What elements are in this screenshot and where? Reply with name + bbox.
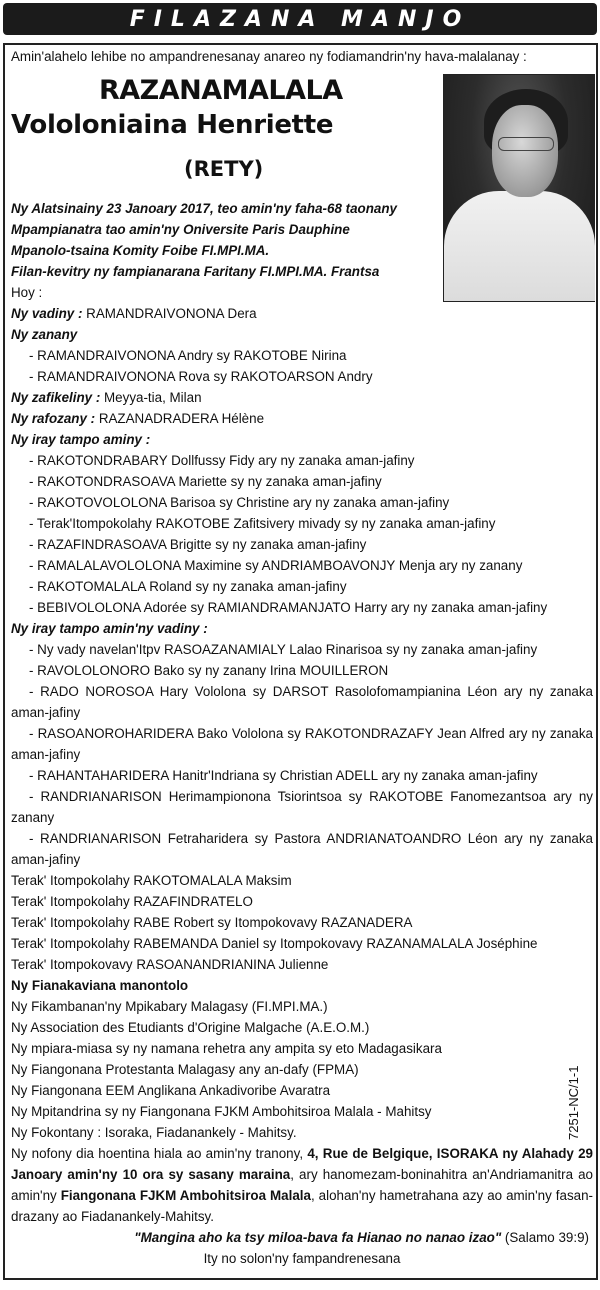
fact-line: Mpampianatra tao amin'ny Oniversite Paris Dauphine xyxy=(11,222,350,237)
fact-line: Filan-kevitry ny fampianarana Faritany FI.MPI.MA. Frantsa xyxy=(11,264,380,279)
list-item: - RAMANDRAIVONONA Andry sy RAKOTOBE Nirina xyxy=(29,348,347,363)
list-item: Ny Fiangonana EEM Anglikana Ankadivoribe Avaratra xyxy=(11,1083,331,1098)
list-item: - RAZAFINDRASOAVA Brigitte sy ny zanaka aman-jafiny xyxy=(29,537,367,552)
spouse-siblings-label: Ny iray tampo amin'ny vadiny : xyxy=(11,621,208,636)
grandchildren-value: Meyya-tia, Milan xyxy=(100,390,202,405)
grandchildren-label: Ny zafikeliny : xyxy=(11,390,101,405)
list-item: - RAVOLOLONORO Bako sy ny zanany Irina MOUILLERON xyxy=(29,663,389,678)
list-item: - BEBIVOLOLONA Adorée sy RAMIANDRAMANJATO Harry ary ny zanaka aman-jafiny xyxy=(29,600,548,615)
list-item: - RAHANTAHARIDERA Hanitr'Indriana sy Christian ADELL ary ny zanaka aman-jafiny xyxy=(29,768,538,783)
list-item: Ny Fikambanan'ny Mpikabary Malagasy (FI.MPI.MA.) xyxy=(11,999,328,1014)
whole-family-label: Ny Fianakaviana manontolo xyxy=(11,978,189,993)
deceased-given-names: Vololoniaina Henriette xyxy=(11,110,334,140)
list-item: - RAKOTONDRASOAVA Mariette sy ny zanaka aman-jafiny xyxy=(29,474,382,489)
siblings-list xyxy=(11,450,593,618)
funeral-church: Fiangonana FJKM Ambohitsiroa Malala xyxy=(60,1188,311,1203)
list-item: Terak' Itompokolahy RAKOTOMALALA Maksim xyxy=(11,873,292,888)
list-item: - RADO NOROSOA Hary Vololona sy DARSOT Rasolofomampianina Léon ary ny zanaka aman-jafiny xyxy=(11,684,593,720)
notice-banner xyxy=(3,3,597,35)
list-item: Ny Fiangonana Protestanta Malagasy any an-dafy (FPMA) xyxy=(11,1062,359,1077)
list-item: - RAMANDRAIVONONA Rova sy RAKOTOARSON Andry xyxy=(29,369,373,384)
funeral-paragraph xyxy=(11,1143,593,1227)
organizations-list xyxy=(11,996,593,1143)
fact-line: Ny Alatsinainy 23 Janoary 2017, teo amin'ny faha-68 taonany xyxy=(11,201,397,216)
list-item: Ny Mpitandrina sy ny Fiangonana FJKM Ambohitsiroa Malala - Mahitsy xyxy=(11,1104,432,1119)
list-item: - Terak'Itompokolahy RAKOTOBE Zafitsivery mivady sy ny zanaka aman-jafiny xyxy=(29,516,496,531)
siblings-label: Ny iray tampo aminy : xyxy=(11,432,151,447)
list-item: Terak' Itompokolahy RAZAFINDRATELO xyxy=(11,894,253,909)
children-list xyxy=(11,345,593,387)
fact-line: Mpanolo-tsaina Komity Foibe FI.MPI.MA. xyxy=(11,243,270,258)
deceased-surname: RAZANAMALALA xyxy=(99,75,343,106)
in-law-value: RAZANADRADERA Hélène xyxy=(95,411,265,426)
list-item: Terak' Itompokolahy RABE Robert sy Itompokovavy RAZANADERA xyxy=(11,915,413,930)
death-facts xyxy=(11,198,593,282)
ad-reference xyxy=(566,1040,586,1140)
closing-signature: Ity no solon'ny fampandrenesana xyxy=(203,1251,401,1266)
spouse-value: RAMANDRAIVONONA Dera xyxy=(82,306,257,321)
list-item: Ny Association des Etudiants d'Origine Malgache (A.E.O.M.) xyxy=(11,1020,370,1035)
list-item: Terak' Itompokolahy RABEMANDA Daniel sy Itompokovavy RAZANAMALALA Joséphine xyxy=(11,936,538,951)
notice-body xyxy=(11,46,593,1269)
list-item: - RAKOTOMALALA Roland sy ny zanaka aman-jafiny xyxy=(29,579,347,594)
grandchildren-line xyxy=(11,387,593,408)
hoy-label: Hoy : xyxy=(11,285,43,300)
list-item: - RANDRIANARISON Herimampiononа Tsiorintsoa sy RAKOTOBE Fanomezantsoa ary ny zanany xyxy=(11,789,593,825)
relatives-list xyxy=(11,870,593,975)
list-item: - Ny vady navelan'Itpv RASOAZANAMIALY Lalao Rinarisoa sy ny zanaka aman-jafiny xyxy=(29,642,538,657)
bible-quote xyxy=(11,1227,593,1248)
quote-reference: (Salamo 39:9) xyxy=(501,1230,589,1245)
quote-text: "Mangina aho ka tsy miloa-bava fa Hianao no nanao izao" xyxy=(134,1230,502,1245)
list-item: - RAKOTONDRABARY Dollfussy Fidy ary ny zanaka aman-jafiny xyxy=(29,453,415,468)
list-item: - RANDRIANARISON Fetraharidera sy Pastora ANDRIANATOANDRO Léon ary ny zanaka aman-jafiny xyxy=(11,831,593,867)
list-item: - RAKOTOVOLOLONA Barisoa sy Christine ary ny zanaka aman-jafiny xyxy=(29,495,450,510)
children-label: Ny zanany xyxy=(11,327,78,342)
spouse-line xyxy=(11,303,593,324)
intro-line: Amin'alahelo lehibe no ampandrenesanay anareo ny fodiamandrin'ny hava-malalanay : xyxy=(11,49,527,64)
list-item: - RASOANOROHARIDERA Bako Vololona sy RAKOTONDRAZAFY Jean Alfred ary ny zanaka aman-jafiny xyxy=(11,726,593,762)
list-item: - RAMALALAVOLOLONA Maximine sy ANDRIAMBOAVONJY Menja ary ny zanany xyxy=(29,558,523,573)
banner-title: FILAZANA MANJO xyxy=(129,6,471,32)
in-law-line xyxy=(11,408,593,429)
list-item: Ny mpiara-miasa sy ny namana rehetra any ampita sy eto Madagasikara xyxy=(11,1041,442,1056)
list-item: Terak' Itompokovavy RASOANANDRIANINA Julienne xyxy=(11,957,329,972)
ad-reference-text: 7251-NC/1-1 xyxy=(566,1065,581,1140)
funeral-text-1: Ny nofony dia hoentina hiala ao amin'ny tranony, xyxy=(11,1146,308,1161)
funeral-text-3: , alohan'ny hametrahana azy ao amin'ny fasan-drazany ao Fiadanankely-Mahitsy. xyxy=(11,1188,593,1224)
spouse-label: Ny vadiny : xyxy=(11,306,83,321)
list-item: Ny Fokontany : Isoraka, Fiadanankely - Mahitsy. xyxy=(11,1125,297,1140)
funeral-text-2: , ary hanomezam-boninahitra an'Andriamanitra ao amin'ny xyxy=(11,1167,593,1203)
deceased-alias: (RETY) xyxy=(184,157,264,181)
in-law-label: Ny rafozany : xyxy=(11,411,96,426)
funeral-address: 4, Rue de Belgique, ISORAKA ny Alahady 29 Janoary amin'ny 10 ora sy sasany maraina xyxy=(11,1146,594,1182)
spouse-siblings-list xyxy=(11,639,593,870)
